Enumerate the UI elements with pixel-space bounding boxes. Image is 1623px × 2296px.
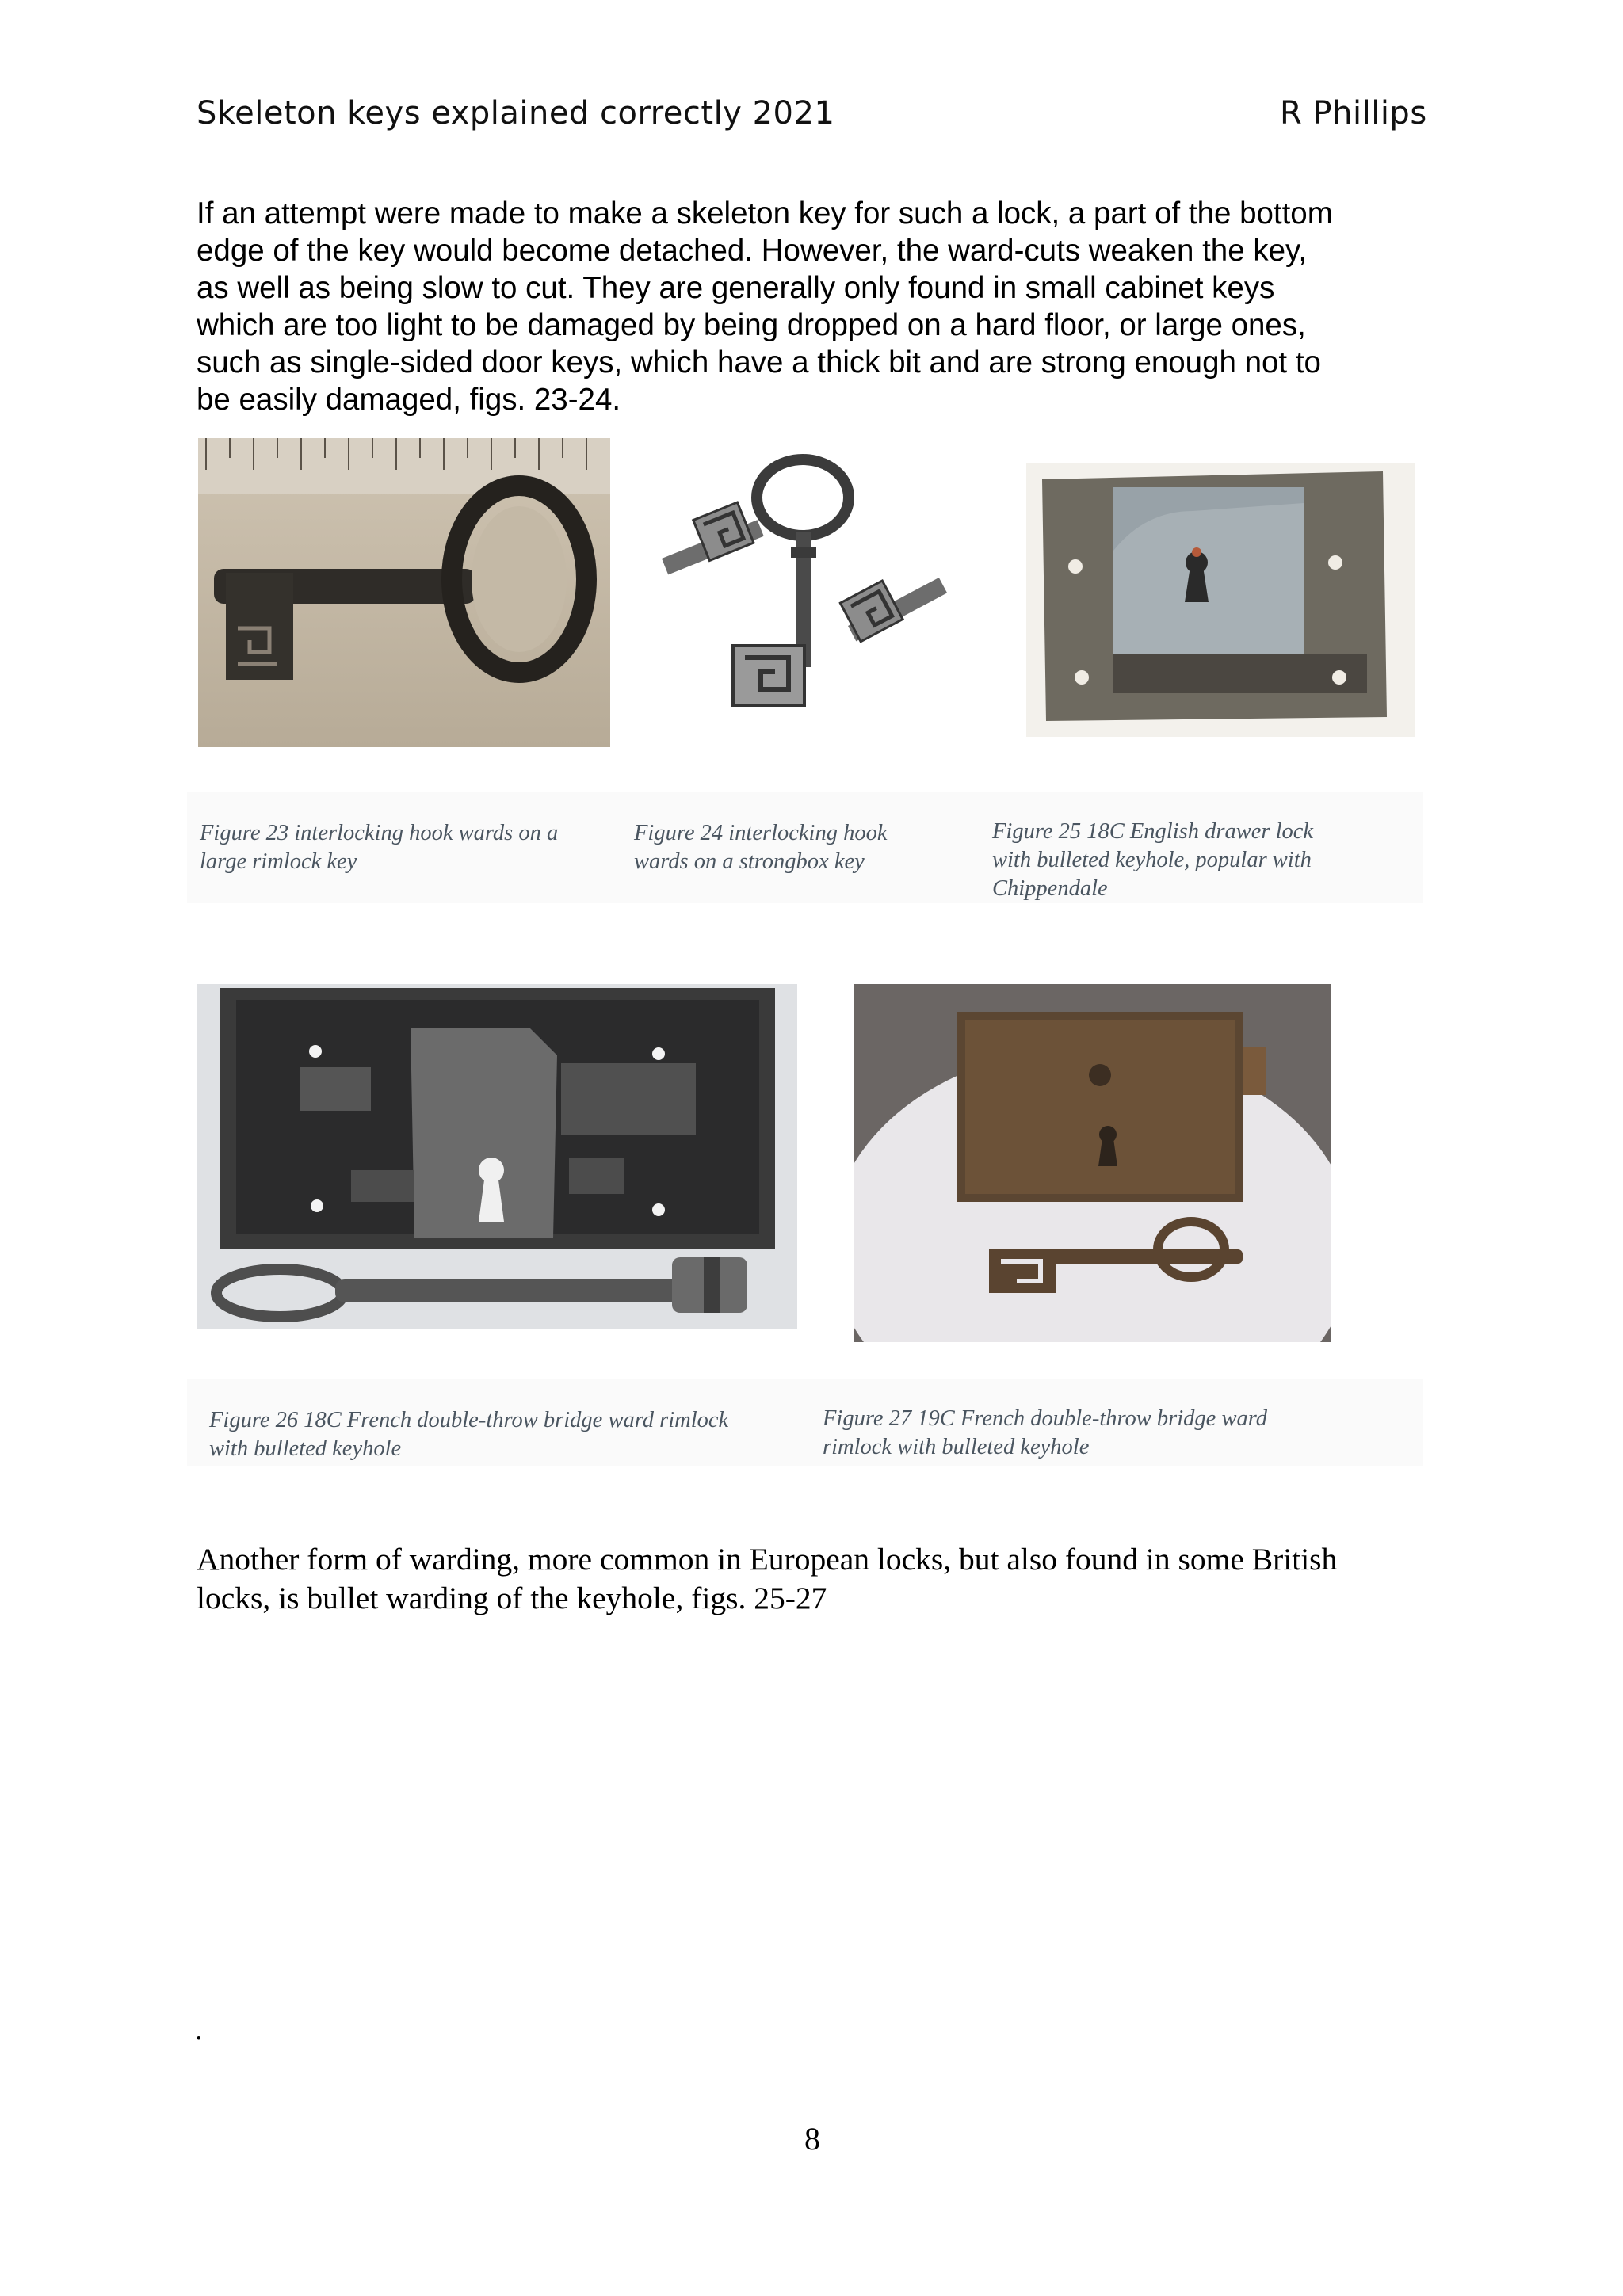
caption-line: Figure 25 18C English drawer lock <box>992 819 1314 844</box>
intro-line: which are too light to be damaged by being dropped on a hard floor, or large ones, <box>197 308 1306 342</box>
running-header-title: Skeleton keys explained correctly 2021 <box>197 95 835 132</box>
figure-24-photo <box>658 444 951 713</box>
intro-line: as well as being slow to cut. They are generally only found in small cabinet keys <box>197 271 1275 305</box>
caption-line: large rimlock key <box>200 849 357 874</box>
figure-23-photo <box>198 438 610 747</box>
intro-line: such as single-sided door keys, which have a thick bit and are strong enough not to <box>197 345 1321 379</box>
intro-line: If an attempt were made to make a skeleton key for such a lock, a part of the bottom <box>197 196 1333 231</box>
figure-27-photo <box>854 984 1331 1342</box>
caption-line: Chippendale <box>992 876 1108 901</box>
figure-25-caption <box>992 818 1404 903</box>
figure-23-caption <box>200 819 612 876</box>
figure-26-caption <box>209 1406 812 1463</box>
caption-line: with bulleted keyhole, popular with <box>992 848 1312 872</box>
caption-line: rimlock with bulleted keyhole <box>823 1435 1090 1459</box>
figure-24-caption <box>634 819 975 876</box>
caption-line: wards on a strongbox key <box>634 849 865 874</box>
intro-line: edge of the key would become detached. However, the ward-cuts weaken the key, <box>197 234 1308 268</box>
figure-26-photo <box>197 984 797 1329</box>
outro-paragraph <box>197 1540 1433 1618</box>
page-number: 8 <box>804 2121 820 2157</box>
figure-27-caption <box>823 1405 1393 1462</box>
running-header-author: R Phillips <box>1280 95 1427 132</box>
caption-line: Figure 27 19C French double-throw bridge ward <box>823 1406 1267 1431</box>
caption-line: Figure 24 interlocking hook <box>634 821 888 845</box>
stray-period: . <box>195 2013 203 2046</box>
caption-line: Figure 26 18C French double-throw bridge ward rimlock <box>209 1408 729 1432</box>
intro-line: be easily damaged, figs. 23-24. <box>197 383 621 417</box>
caption-line: with bulleted keyhole <box>209 1436 402 1461</box>
intro-paragraph <box>197 195 1433 418</box>
figure-25-photo <box>1026 463 1415 737</box>
outro-line: Another form of warding, more common in European locks, but also found in some British <box>197 1542 1338 1577</box>
caption-line: Figure 23 interlocking hook wards on a <box>200 821 559 845</box>
outro-line: locks, is bullet warding of the keyhole, figs. 25-27 <box>197 1581 827 1615</box>
